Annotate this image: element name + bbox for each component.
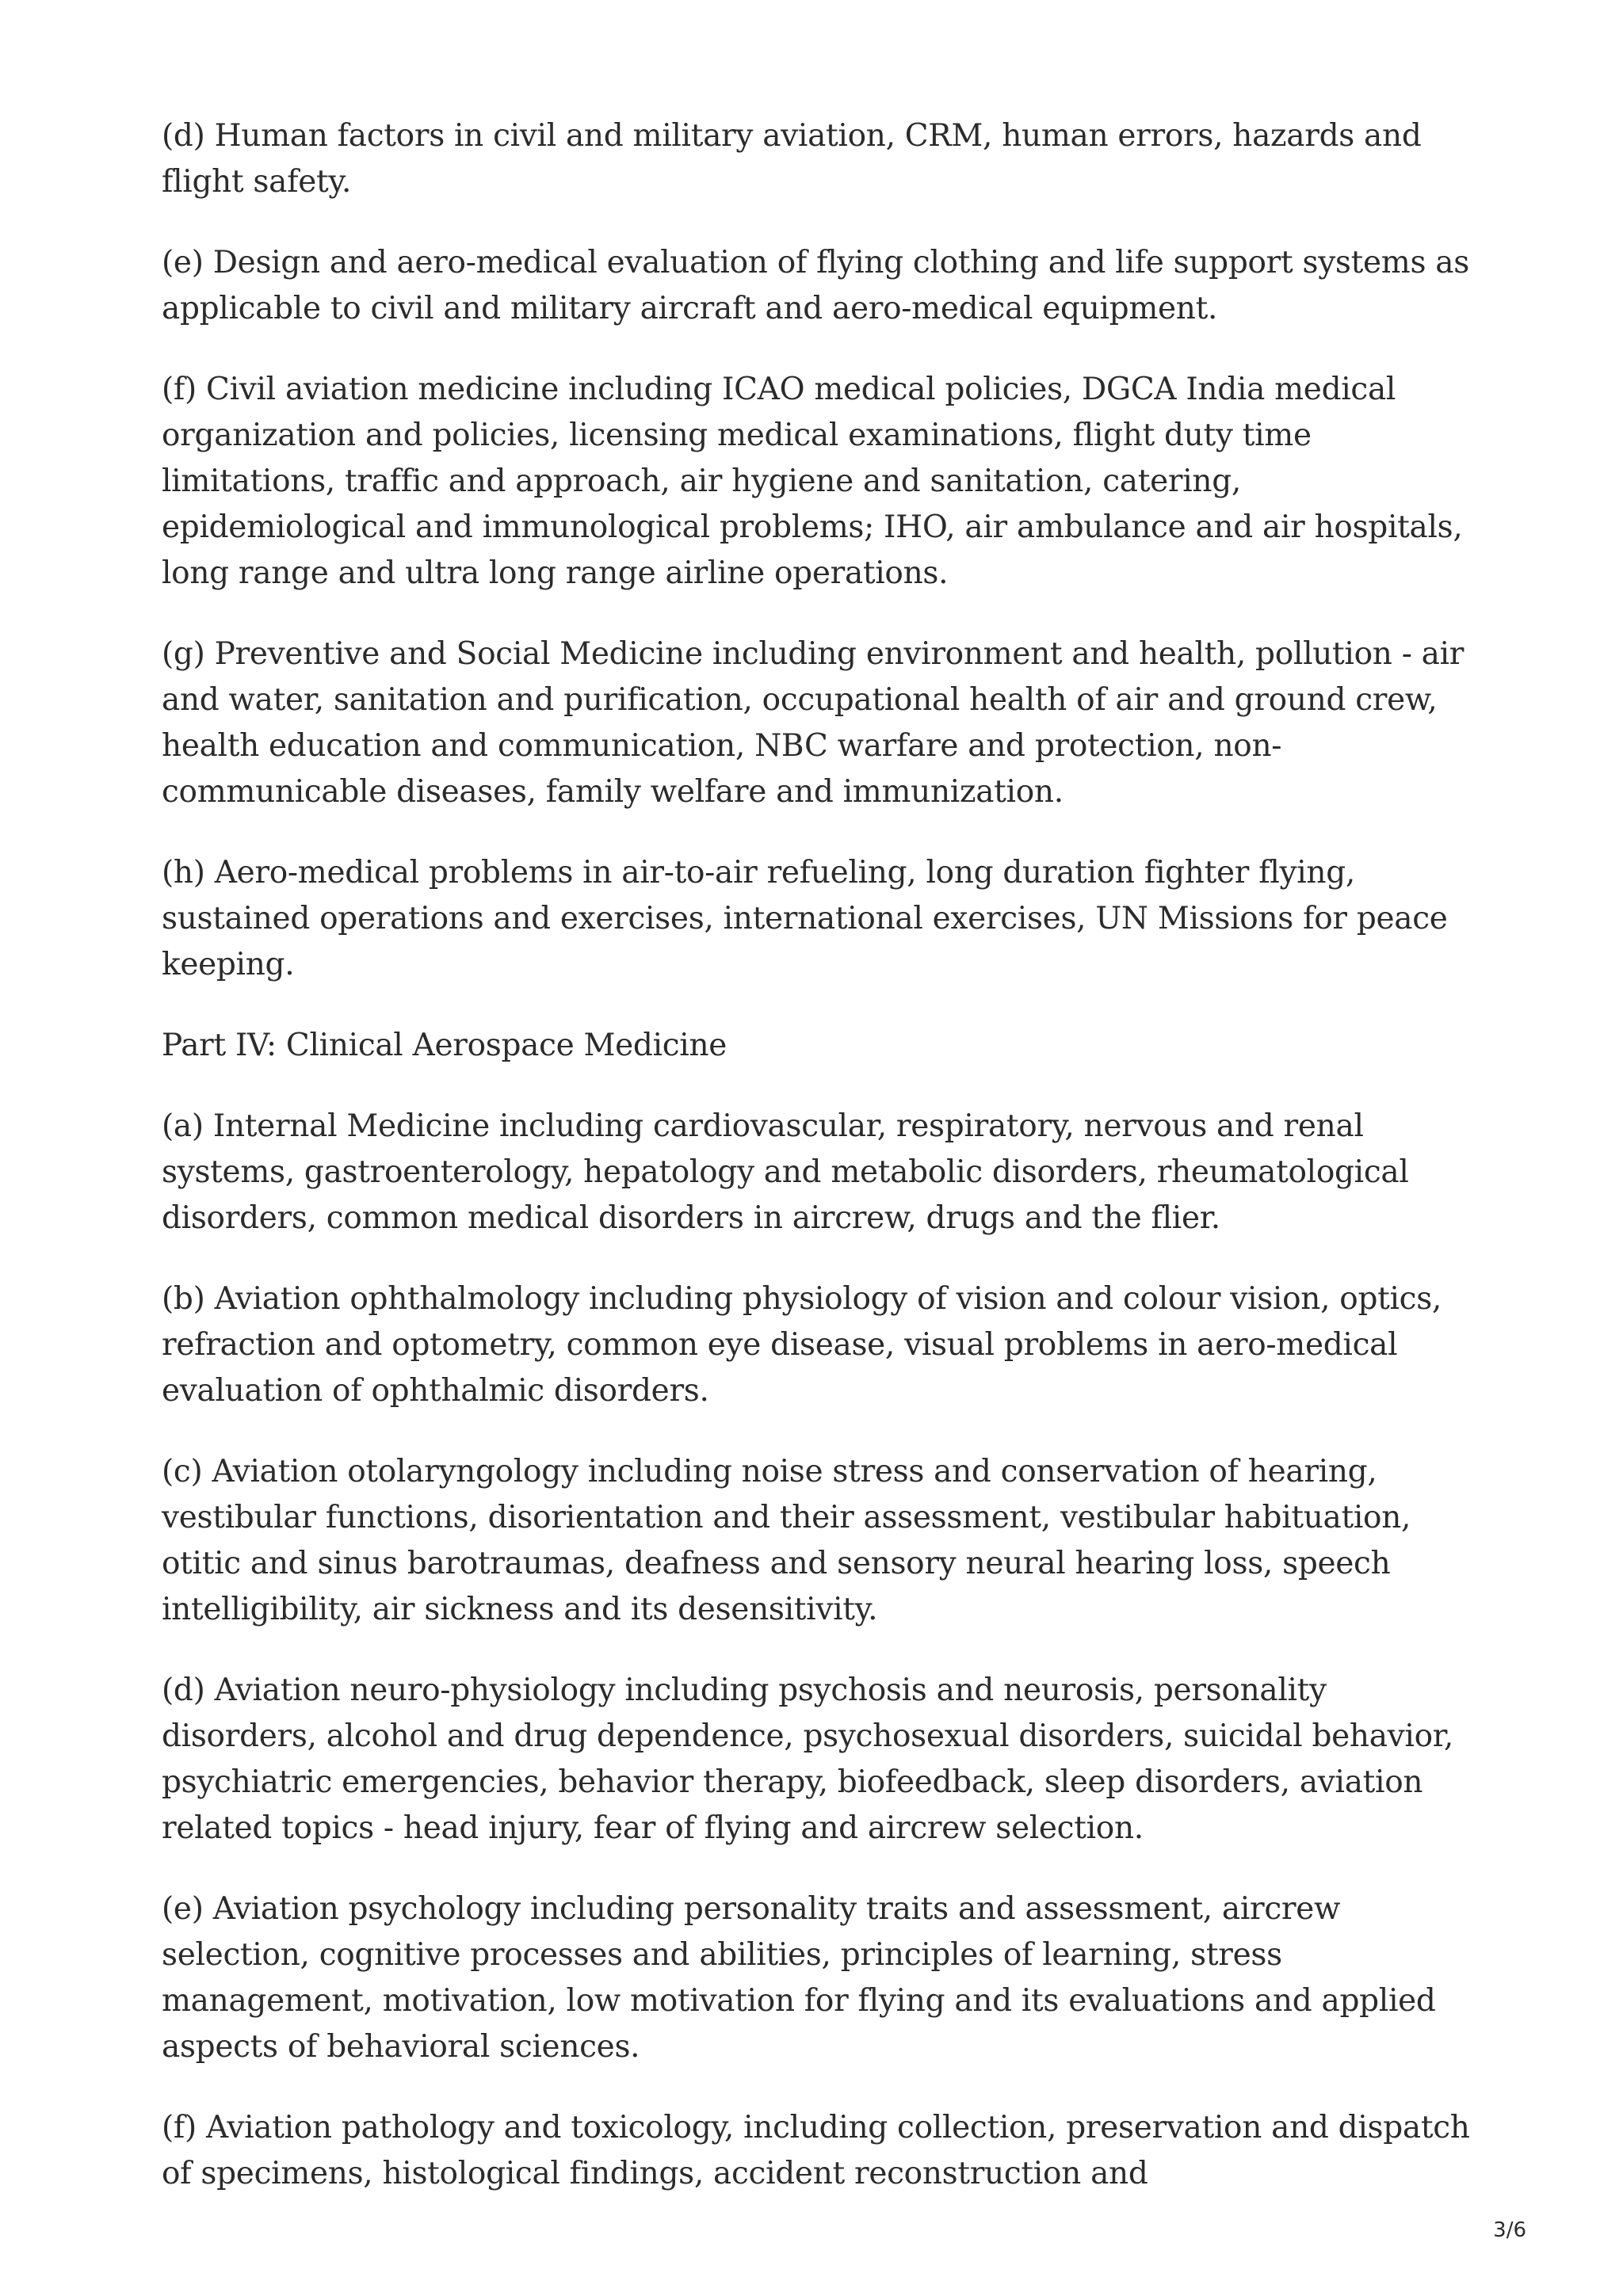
paragraph-b-aviation-ophthalmology: (b) Aviation ophthalmology including physiology of vision and colour vision, optics, refraction and optometry, common eye disease, visual problems in aero-medical evaluation of ophthalmic disorders. bbox=[162, 1281, 1442, 1409]
paragraph-f-aviation-pathology: (f) Aviation pathology and toxicology, including collection, preservation and dispatch of specimens, histological findings, accident reconstruction and bbox=[162, 2110, 1470, 2191]
paragraph-e-flying-clothing: (e) Design and aero-medical evaluation of flying clothing and life support systems as applicable to civil and military aircraft and aero-medical equipment. bbox=[162, 245, 1469, 326]
page-number: 3/6 bbox=[1493, 2218, 1526, 2242]
paragraph-g-preventive-social-medicine: (g) Preventive and Social Medicine including environment and health, pollution - air and water, sanitation and purification, occupational health of air and ground crew, health education and communication, NBC warfare and protection, non-communicable diseases, family welfare and immunization. bbox=[162, 636, 1465, 810]
paragraph-h-aero-medical-problems: (h) Aero-medical problems in air-to-air refueling, long duration fighter flying, sustained operations and exercises, international exercises, UN Missions for peace keeping. bbox=[162, 855, 1448, 982]
paragraph-c-aviation-otolaryngology: (c) Aviation otolaryngology including noise stress and conservation of hearing, vestibular functions, disorientation and their assessment, vestibular habituation, otitic and sinus barotraumas, deafness and sensory neural hearing loss, speech intelligibility, air sickness and its desensitivity. bbox=[162, 1454, 1411, 1627]
paragraph-f-civil-aviation-medicine: (f) Civil aviation medicine including ICAO medical policies, DGCA India medical organization and policies, licensing medical examinations, flight duty time limitations, traffic and approach, air hygiene and sanitation, catering, epidemiological and immunological problems; IHO, air ambulance and air hospitals, long range and ultra long range airline operations. bbox=[162, 372, 1463, 591]
paragraph-d-human-factors: (d) Human factors in civil and military aviation, CRM, human errors, hazards and flight safety. bbox=[162, 118, 1422, 200]
paragraph-d-aviation-neuro-physiology: (d) Aviation neuro-physiology including psychosis and neurosis, personality disorders, alcohol and drug dependence, psychosexual disorders, suicidal behavior, psychiatric emergencies, behavior therapy, biofeedback, sleep disorders, aviation related topics - head injury, fear of flying and aircrew selection. bbox=[162, 1672, 1453, 1846]
section-heading-part-iv: Part IV: Clinical Aerospace Medicine bbox=[162, 1028, 727, 1063]
document-body bbox=[162, 113, 1477, 2232]
paragraph-e-aviation-psychology: (e) Aviation psychology including personality traits and assessment, aircrew selection, cognitive processes and abilities, principles of learning, stress management, motivation, low motivation for flying and its evaluations and applied aspects of behavioral sciences. bbox=[162, 1891, 1436, 2065]
paragraph-a-internal-medicine: (a) Internal Medicine including cardiovascular, respiratory, nervous and renal systems, gastroenterology, hepatology and metabolic disorders, rheumatological disorders, common medical disorders in aircrew, drugs and the flier. bbox=[162, 1108, 1409, 1236]
